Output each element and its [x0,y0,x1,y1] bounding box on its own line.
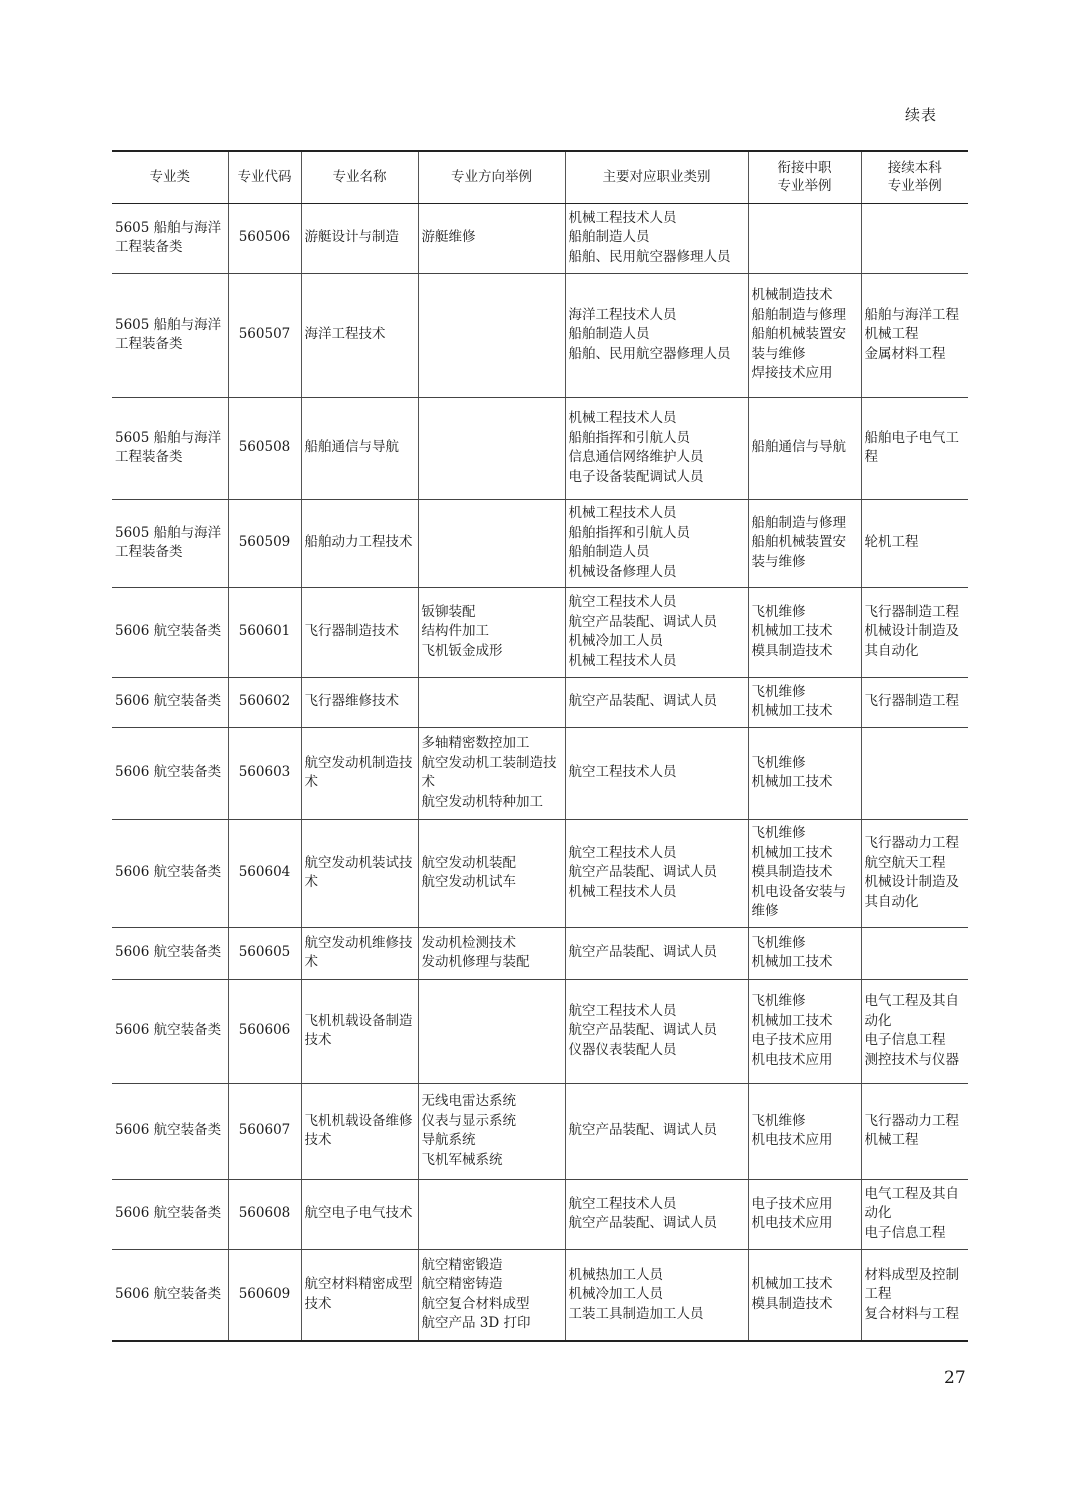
cell-secondary [748,1179,861,1249]
cell-secondary [748,979,861,1083]
cell-line: 船舶机械装置安装与维修 [751,534,846,570]
cell-occupations [565,1083,748,1179]
cell-category: 5606 航空装备类 [112,819,228,927]
cell-line: 机械工程技术人员 [568,505,677,521]
cell-line: 机械热加工人员 [568,1266,663,1283]
cell-line: 船舶指挥和引航人员 [568,429,690,446]
cell-bachelor [861,1083,968,1179]
cell-category: 5606 航空装备类 [112,727,228,819]
cell-occupations [565,979,748,1083]
cell-category: 5605 船舶与海洋工程装备类 [112,397,228,499]
major-table [112,150,968,1342]
cell-directions [418,927,565,979]
cell-line: 机械工程技术人员 [568,883,677,900]
cell-line: 船舶制造与修理 [751,514,846,531]
cell-line: 电气工程及其自动化 [864,993,959,1029]
cell-directions [418,677,565,727]
cell-code: 560606 [228,979,301,1083]
header-code [228,151,301,203]
cell-code: 560506 [228,203,301,273]
header-name [301,151,418,203]
cell-code: 560509 [228,499,301,587]
cell-occupations [565,927,748,979]
cell-line: 机械工程技术人员 [568,652,677,669]
cell-line: 航空发动机工装制造技术 [421,754,557,790]
cell-line: 飞机维修 [751,934,806,951]
cell-line: 机电设备安装与维修 [751,883,846,920]
cell-line: 机械工程技术人员 [568,410,677,426]
cell-category: 5606 航空装备类 [112,1083,228,1179]
cell-line: 航空产品 3D 打印 [421,1315,531,1332]
cell-occupations [565,1249,748,1341]
cell-line: 航空工程技术人员 [568,1195,677,1212]
cell-line: 仪器仪表装配人员 [568,1041,677,1058]
cell-code: 560507 [228,273,301,397]
cell-line: 飞机维修 [751,993,806,1009]
cell-directions [418,1249,565,1341]
header-line: 专业举例 [777,178,832,195]
cell-bachelor [861,927,968,979]
cell-line: 电子信息工程 [864,1032,946,1048]
cell-line: 机械工程技术人员 [568,209,677,226]
header-line: 专业名称 [332,169,387,186]
cell-major-name: 海洋工程技术 [301,273,418,397]
cell-code: 560603 [228,727,301,819]
cell-category: 5606 航空装备类 [112,677,228,727]
cell-line: 机械加工技术 [751,954,833,970]
cell-line: 机械制造技术 [751,287,833,304]
cell-line: 机械设计制造及其自动化 [864,874,959,910]
cell-line: 航空产品装配、调试人员 [568,613,717,630]
cell-category: 5605 船舶与海洋工程装备类 [112,203,228,273]
cell-major-name: 航空发动机装试技术 [301,819,418,927]
cell-secondary [748,1249,861,1341]
header-line: 专业类 [149,169,190,186]
cell-line: 机械设备修理人员 [568,563,677,580]
cell-bachelor [861,397,968,499]
cell-line: 机械冷加工人员 [568,633,663,649]
table-row [112,397,968,499]
cell-line: 机械加工技术 [751,844,833,861]
cell-major-name: 飞行器维修技术 [301,677,418,727]
cell-line: 飞机维修 [751,1112,806,1129]
cell-line: 信息通信网络维护人员 [568,449,704,465]
cell-line: 航空工程技术人员 [568,594,677,610]
cell-line: 船舶与海洋工程 [864,306,959,323]
header-bachelor [861,151,968,203]
cell-line: 结构件加工 [421,623,489,640]
cell-code: 560508 [228,397,301,499]
cell-directions [418,203,565,273]
cell-secondary [748,587,861,677]
cell-line: 船舶制造人员 [568,326,650,343]
cell-occupations [565,203,748,273]
cell-line: 机械工程 [864,326,919,343]
cell-line: 航空产品装配、调试人员 [568,1122,717,1139]
cell-line: 模具制造技术 [751,642,833,659]
table-row [112,819,968,927]
cell-line: 机电技术应用 [751,1051,833,1068]
cell-code: 560608 [228,1179,301,1249]
cell-category: 5606 航空装备类 [112,587,228,677]
cell-line: 飞机维修 [751,603,806,620]
cell-line: 飞行器制造工程 [864,693,959,710]
cell-category: 5606 航空装备类 [112,1179,228,1249]
cell-line: 航空精密铸造 [421,1276,503,1293]
header-directions [418,151,565,203]
table-row [112,727,968,819]
cell-line: 机械加工技术 [751,623,833,640]
cell-major-name: 航空发动机制造技术 [301,727,418,819]
cell-line: 机械加工技术 [751,1276,833,1293]
cell-directions [418,587,565,677]
header-line: 主要对应职业类别 [602,169,711,186]
cell-secondary [748,819,861,927]
cell-line: 航空产品装配、调试人员 [568,944,717,961]
cell-bachelor [861,677,968,727]
cell-line: 电气工程及其自动化 [864,1185,959,1222]
cell-line: 航空产品装配、调试人员 [568,864,717,881]
header-line: 接续本科 [887,160,942,177]
cell-line: 机械加工技术 [751,1012,833,1029]
cell-code: 560609 [228,1249,301,1341]
cell-line: 航空航天工程 [864,854,946,871]
cell-line: 海洋工程技术人员 [568,306,677,323]
cell-line: 航空工程技术人员 [568,844,677,861]
cell-major-name: 船舶动力工程技术 [301,499,418,587]
header-line: 专业代码 [237,169,292,186]
cell-bachelor [861,1249,968,1341]
cell-line: 航空产品装配、调试人员 [568,1022,717,1039]
table-row [112,499,968,587]
table-row [112,979,968,1083]
cell-line: 飞机维修 [751,683,806,700]
cell-line: 轮机工程 [864,534,919,551]
table-row [112,927,968,979]
cell-line: 船舶制造人员 [568,544,650,560]
cell-occupations [565,587,748,677]
cell-occupations [565,1179,748,1249]
cell-category: 5606 航空装备类 [112,979,228,1083]
cell-line: 电子技术应用 [751,1032,833,1048]
cell-line: 飞机维修 [751,754,806,771]
cell-line: 飞机维修 [751,825,806,842]
cell-bachelor [861,819,968,927]
cell-line: 工装工具制造加工人员 [568,1305,704,1322]
cell-bachelor [861,727,968,819]
cell-major-name: 航空电子电气技术 [301,1179,418,1249]
cell-line: 航空精密锻造 [421,1256,503,1273]
cell-line: 测控技术与仪器 [864,1051,959,1068]
cell-directions [418,499,565,587]
cell-major-name: 航空发动机维修技术 [301,927,418,979]
cell-category: 5606 航空装备类 [112,927,228,979]
cell-line: 机电技术应用 [751,1215,833,1231]
cell-category: 5605 船舶与海洋工程装备类 [112,273,228,397]
cell-line: 船舶、民用航空器修理人员 [568,248,731,265]
cell-line: 金属材料工程 [864,345,946,362]
cell-occupations [565,273,748,397]
cell-line: 模具制造技术 [751,1295,833,1312]
continued-label: 续表 [905,106,938,124]
cell-line: 导航系统 [421,1132,476,1148]
header-secondary [748,151,861,203]
cell-code: 560601 [228,587,301,677]
cell-line: 仪表与显示系统 [421,1112,516,1129]
cell-line: 船舶、民用航空器修理人员 [568,345,731,362]
cell-line: 船舶通信与导航 [751,439,846,456]
cell-line: 多轴精密数控加工 [421,735,530,751]
cell-line: 电子技术应用 [751,1195,833,1212]
cell-secondary [748,273,861,397]
cell-line: 机械加工技术 [751,774,833,790]
cell-major-name: 飞行器制造技术 [301,587,418,677]
cell-secondary [748,203,861,273]
table-row [112,587,968,677]
header-category [112,151,228,203]
cell-line: 机械工程 [864,1132,919,1148]
cell-occupations [565,677,748,727]
cell-line: 航空工程技术人员 [568,1002,677,1019]
cell-major-name: 游艇设计与制造 [301,203,418,273]
header-line: 专业方向举例 [451,169,532,186]
cell-secondary [748,727,861,819]
cell-line: 材料成型及控制工程 [864,1266,959,1302]
cell-category: 5606 航空装备类 [112,1249,228,1341]
cell-directions [418,1179,565,1249]
cell-line: 电子信息工程 [864,1224,946,1241]
cell-line: 复合材料与工程 [864,1305,959,1322]
cell-bachelor [861,499,968,587]
cell-line: 飞机钣金成形 [421,642,503,659]
cell-directions [418,727,565,819]
cell-line: 发动机检测技术 [421,934,516,951]
cell-line: 游艇维修 [421,229,476,246]
cell-major-name: 航空材料精密成型技术 [301,1249,418,1341]
cell-major-name: 船舶通信与导航 [301,397,418,499]
cell-line: 电子设备装配调试人员 [568,468,704,485]
cell-secondary [748,499,861,587]
cell-secondary [748,1083,861,1179]
cell-occupations [565,499,748,587]
cell-major-name: 飞机机载设备维修技术 [301,1083,418,1179]
cell-line: 船舶机械装置安装与维修 [751,326,846,362]
cell-line: 飞行器动力工程 [864,835,959,851]
cell-line: 焊接技术应用 [751,365,833,382]
cell-directions [418,273,565,397]
cell-major-name: 飞机机载设备制造技术 [301,979,418,1083]
cell-code: 560605 [228,927,301,979]
cell-code: 560604 [228,819,301,927]
cell-bachelor [861,979,968,1083]
cell-code: 560602 [228,677,301,727]
cell-category: 5605 船舶与海洋工程装备类 [112,499,228,587]
cell-directions [418,819,565,927]
cell-line: 航空产品装配、调试人员 [568,1215,717,1231]
header-occupations [565,151,748,203]
cell-bachelor [861,587,968,677]
page-number: 27 [944,1368,966,1388]
cell-line: 船舶制造与修理 [751,306,846,323]
table-row [112,203,968,273]
cell-code: 560607 [228,1083,301,1179]
header-line: 专业举例 [887,178,942,195]
cell-directions [418,397,565,499]
cell-line: 船舶电子电气工程 [864,429,959,465]
cell-line: 航空产品装配、调试人员 [568,693,717,710]
table-row [112,1179,968,1249]
cell-directions [418,979,565,1083]
cell-line: 航空工程技术人员 [568,764,677,781]
cell-line: 船舶制造人员 [568,229,650,246]
cell-line: 航空发动机试车 [421,874,516,890]
cell-line: 机电技术应用 [751,1132,833,1148]
cell-secondary [748,397,861,499]
cell-line: 航空发动机特种加工 [421,793,543,810]
table-row [112,1083,968,1179]
cell-line: 无线电雷达系统 [421,1093,516,1109]
cell-line: 发动机修理与装配 [421,954,530,970]
cell-bachelor [861,203,968,273]
header-line: 衔接中职 [777,160,832,177]
cell-line: 飞行器制造工程 [864,603,959,620]
cell-line: 航空发动机装配 [421,854,516,871]
table-row [112,273,968,397]
cell-secondary [748,927,861,979]
cell-line: 机械加工技术 [751,703,833,719]
cell-bachelor [861,1179,968,1249]
cell-directions [418,1083,565,1179]
cell-line: 模具制造技术 [751,864,833,881]
cell-line: 船舶指挥和引航人员 [568,524,690,541]
cell-line: 航空复合材料成型 [421,1295,530,1312]
cell-secondary [748,677,861,727]
cell-occupations [565,397,748,499]
table-header-row [112,151,968,203]
table-row [112,1249,968,1341]
cell-line: 飞机军械系统 [421,1151,503,1168]
cell-line: 钣铆装配 [421,603,476,620]
cell-line: 机械冷加工人员 [568,1286,663,1302]
cell-occupations [565,819,748,927]
cell-line: 飞行器动力工程 [864,1112,959,1129]
cell-bachelor [861,273,968,397]
cell-line: 机械设计制造及其自动化 [864,623,959,659]
table-row [112,677,968,727]
cell-occupations [565,727,748,819]
